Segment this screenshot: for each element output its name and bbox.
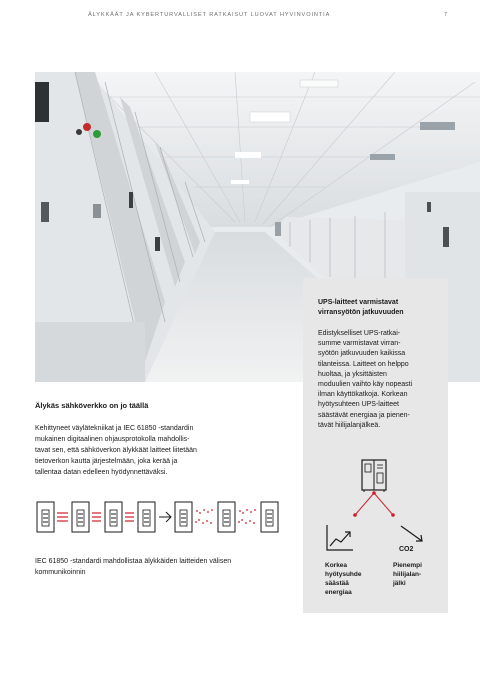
page-number: 7	[443, 12, 448, 18]
co2-decrease-icon	[398, 523, 428, 553]
device-icon	[105, 502, 122, 532]
signal-lines	[92, 513, 101, 521]
ups-info-panel	[303, 278, 448, 613]
arrow-right-icon	[159, 512, 171, 522]
device-icon	[218, 502, 235, 532]
device-icon	[37, 502, 54, 532]
page-header	[88, 12, 448, 18]
diagram-caption: IEC 61850 -standardi mahdollistaa älykkäiden laitteiden välisen kommunikoinnin	[35, 558, 232, 576]
panel-body-text: Edistykselliset UPS-ratkai- summe varmistavat virran- syötön jatkuvuuden kaikissa tilanteissa. Laitteet on helppo huoltaa, ja yksittäisten moduulien vaihto käy nopeasti ilman käyttökatkoja. Korkean hyötysuhteen UPS-laitteet säästävät energiaa ja pienen- tävät hiilijalanjälkeä.	[318, 330, 413, 429]
trend-up-icon	[325, 523, 355, 553]
iec61850-diagram	[35, 500, 285, 534]
section-body-text: Kehittyneet väylätekniikat ja IEC 61850 -standardin mukainen digitaalinen ohjausprotokolla mahdollis- tavat sen, että sähköverkon älykkäät laitteet liitetään tietoverkon kautta järjestelmään, joka kerää ja tallentaa datan edelleen hyödynnettäväksi.	[35, 425, 197, 476]
device-icon	[72, 502, 89, 532]
data-dots	[195, 509, 213, 524]
device-icon	[138, 502, 155, 532]
panel-title: UPS-laitteet varmistavat virransyötön jatkuvuuden	[318, 299, 404, 316]
signal-lines	[125, 513, 134, 521]
label-efficiency: Korkea hyötysuhde säästää energiaa	[325, 562, 362, 596]
split-arrows-icon	[325, 488, 425, 528]
section-title: Älykäs sähköverkko on jo täällä	[35, 401, 149, 410]
co2-label: CO2	[399, 546, 414, 553]
label-carbon-footprint: Pienempi hiilijalan- jälki	[393, 562, 422, 587]
device-icon	[175, 502, 192, 532]
data-dots	[238, 509, 256, 524]
header-title: ÄLYKKÄÄT JA KYBERTURVALLISET RATKAISUT LUOVAT HYVINVOINTIA	[88, 12, 331, 18]
device-icon	[261, 502, 278, 532]
signal-lines	[57, 513, 68, 521]
